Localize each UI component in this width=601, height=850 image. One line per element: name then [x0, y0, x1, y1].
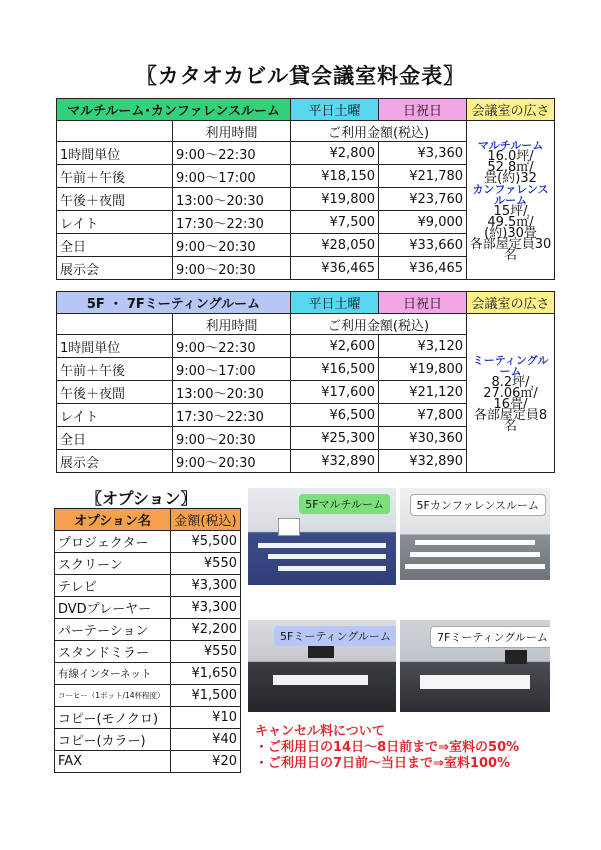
cancel-policy: [255, 724, 519, 772]
row-name: 1時間単位: [57, 142, 173, 165]
photo-5f-conference-room: [400, 488, 550, 580]
row-name: レイト: [57, 404, 173, 427]
rate-table-meeting: [56, 291, 555, 473]
room-size: 52.8㎡/: [487, 159, 534, 175]
photo-label: 5Fマルチルーム: [299, 494, 390, 514]
option-name: テレビ: [55, 575, 171, 597]
option-price: ¥10: [171, 707, 241, 729]
option-price: ¥550: [171, 641, 241, 663]
row-weekday-price: ¥19,800: [291, 188, 379, 211]
row-holiday-price: ¥9,000: [379, 211, 467, 234]
room-size: 畳(約)32: [484, 170, 537, 186]
cancel-line-2: ・ご利用日の7日前～当日まで⇒室料100%: [255, 756, 511, 771]
option-name: パーテーション: [55, 619, 171, 641]
option-price: ¥550: [171, 553, 241, 575]
option-name: コピー(モノクロ): [55, 707, 171, 729]
option-row: [55, 751, 241, 773]
row-name: 全日: [57, 234, 173, 257]
row-weekday-price: ¥36,465: [291, 257, 379, 280]
room-capacity: 各部屋定員8名: [473, 407, 548, 434]
row-time: 13:00～20:30: [173, 188, 291, 211]
option-name: DVDプレーヤー: [55, 597, 171, 619]
option-row: [55, 729, 241, 751]
photo-5f-meeting-room: [248, 620, 396, 712]
rate-table-multi-conference: [56, 98, 555, 280]
option-row: [55, 707, 241, 729]
row-time: 9:00～22:30: [173, 142, 291, 165]
table1-sub-price: ご利用金額(税込): [291, 121, 467, 142]
row-time: 9:00～20:30: [173, 427, 291, 450]
photo-5f-multi-room: [248, 488, 396, 585]
photo-label: 5Fカンファレンスルーム: [410, 494, 547, 516]
row-time: 9:00～17:00: [173, 358, 291, 381]
option-price: ¥3,300: [171, 575, 241, 597]
row-weekday-price: ¥18,150: [291, 165, 379, 188]
row-holiday-price: ¥21,780: [379, 165, 467, 188]
table2-col-capacity: 会議室の広さ: [467, 292, 555, 314]
option-price: ¥1,650: [171, 663, 241, 685]
row-name: 午前＋午後: [57, 358, 173, 381]
row-weekday-price: ¥32,890: [291, 450, 379, 473]
option-row: [55, 597, 241, 619]
option-name: 有線インターネット: [55, 663, 171, 685]
cancel-line-1: ・ご利用日の14日～8日前まで⇒室料の50%: [255, 740, 520, 755]
option-price: ¥1,500: [171, 685, 241, 707]
room-capacity: 各部屋定員30名: [469, 236, 552, 263]
option-price: ¥2,200: [171, 619, 241, 641]
option-name: スクリーン: [55, 553, 171, 575]
row-time: 13:00～20:30: [173, 381, 291, 404]
row-holiday-price: ¥33,660: [379, 234, 467, 257]
room-size: 27.06㎡/: [483, 385, 538, 401]
row-holiday-price: ¥30,360: [379, 427, 467, 450]
table1-col-capacity: 会議室の広さ: [467, 99, 555, 121]
photo-7f-meeting-room: [400, 620, 550, 712]
row-weekday-price: ¥2,800: [291, 142, 379, 165]
table1-sub-time: 利用時間: [173, 121, 291, 142]
row-weekday-price: ¥2,600: [291, 335, 379, 358]
row-time: 17:30～22:30: [173, 404, 291, 427]
row-holiday-price: ¥3,120: [379, 335, 467, 358]
row-weekday-price: ¥7,500: [291, 211, 379, 234]
row-holiday-price: ¥36,465: [379, 257, 467, 280]
table1-room-info: [467, 121, 555, 280]
row-holiday-price: ¥32,890: [379, 450, 467, 473]
row-name: 全日: [57, 427, 173, 450]
row-holiday-price: ¥19,800: [379, 358, 467, 381]
table1-col-weekday: 平日土曜: [291, 99, 379, 121]
row-time: 9:00～20:30: [173, 450, 291, 473]
photo-label: 5Fミーティングルーム: [274, 626, 396, 646]
option-name: スタンドミラー: [55, 641, 171, 663]
cancel-title: キャンセル料について: [255, 724, 385, 739]
option-row: [55, 641, 241, 663]
option-price: ¥40: [171, 729, 241, 751]
table1-header: マルチルーム･カンファレンスルーム: [57, 99, 291, 121]
page-title: 〖カタオカビル貸会議室料金表〗: [135, 64, 466, 88]
row-name: 1時間単位: [57, 335, 173, 358]
option-row: [55, 685, 241, 707]
table2-room-info: [467, 314, 555, 473]
row-name: 展示会: [57, 450, 173, 473]
row-time: 9:00～20:30: [173, 234, 291, 257]
row-holiday-price: ¥3,360: [379, 142, 467, 165]
room-size: (約)30畳: [484, 225, 537, 241]
table2-sub-price: ご利用金額(税込): [291, 314, 467, 335]
option-name: コピー(カラー): [55, 729, 171, 751]
row-name: レイト: [57, 211, 173, 234]
row-holiday-price: ¥7,800: [379, 404, 467, 427]
room-size: 15坪/: [493, 203, 528, 219]
option-name: プロジェクター: [55, 531, 171, 553]
option-name: コーヒー（1ポット/14杯程度）: [55, 685, 171, 707]
options-table: [54, 508, 241, 773]
table2-col-weekday: 平日土曜: [291, 292, 379, 314]
table2-header: 5F ・ 7Fミーティングルーム: [57, 292, 291, 314]
table1-col-holiday: 日祝日: [379, 99, 467, 121]
options-col-price: 金額(税込): [171, 509, 241, 531]
options-title: 〖オプション〗: [86, 489, 197, 508]
options-col-name: オプション名: [55, 509, 171, 531]
room-name-meeting: ミーティングルーム: [472, 353, 549, 378]
room-size: 16畳/: [493, 396, 528, 412]
room-size: 8.2坪/: [491, 374, 530, 390]
photo-label: 7Fミーティングルーム: [430, 626, 550, 648]
row-name: 展示会: [57, 257, 173, 280]
table2-sub-time: 利用時間: [173, 314, 291, 335]
row-holiday-price: ¥23,760: [379, 188, 467, 211]
row-time: 9:00～17:00: [173, 165, 291, 188]
row-name: 午前＋午後: [57, 165, 173, 188]
row-time: 9:00～20:30: [173, 257, 291, 280]
row-weekday-price: ¥6,500: [291, 404, 379, 427]
row-time: 17:30～22:30: [173, 211, 291, 234]
table2-col-holiday: 日祝日: [379, 292, 467, 314]
row-weekday-price: ¥16,500: [291, 358, 379, 381]
row-time: 9:00～22:30: [173, 335, 291, 358]
room-name-multi: マルチルーム: [477, 138, 544, 152]
row-name: 午後＋夜間: [57, 381, 173, 404]
option-row: [55, 553, 241, 575]
option-row: [55, 575, 241, 597]
row-weekday-price: ¥17,600: [291, 381, 379, 404]
option-price: ¥3,300: [171, 597, 241, 619]
option-row: [55, 619, 241, 641]
option-row: [55, 663, 241, 685]
option-name: FAX: [55, 751, 171, 773]
room-size: 16.0坪/: [487, 148, 534, 164]
room-size: 49.5㎡/: [487, 214, 534, 230]
option-price: ¥20: [171, 751, 241, 773]
room-name-conference: カンファレンスルーム: [472, 182, 549, 207]
row-holiday-price: ¥21,120: [379, 381, 467, 404]
option-price: ¥5,500: [171, 531, 241, 553]
row-weekday-price: ¥28,050: [291, 234, 379, 257]
option-row: [55, 531, 241, 553]
row-name: 午後＋夜間: [57, 188, 173, 211]
row-weekday-price: ¥25,300: [291, 427, 379, 450]
